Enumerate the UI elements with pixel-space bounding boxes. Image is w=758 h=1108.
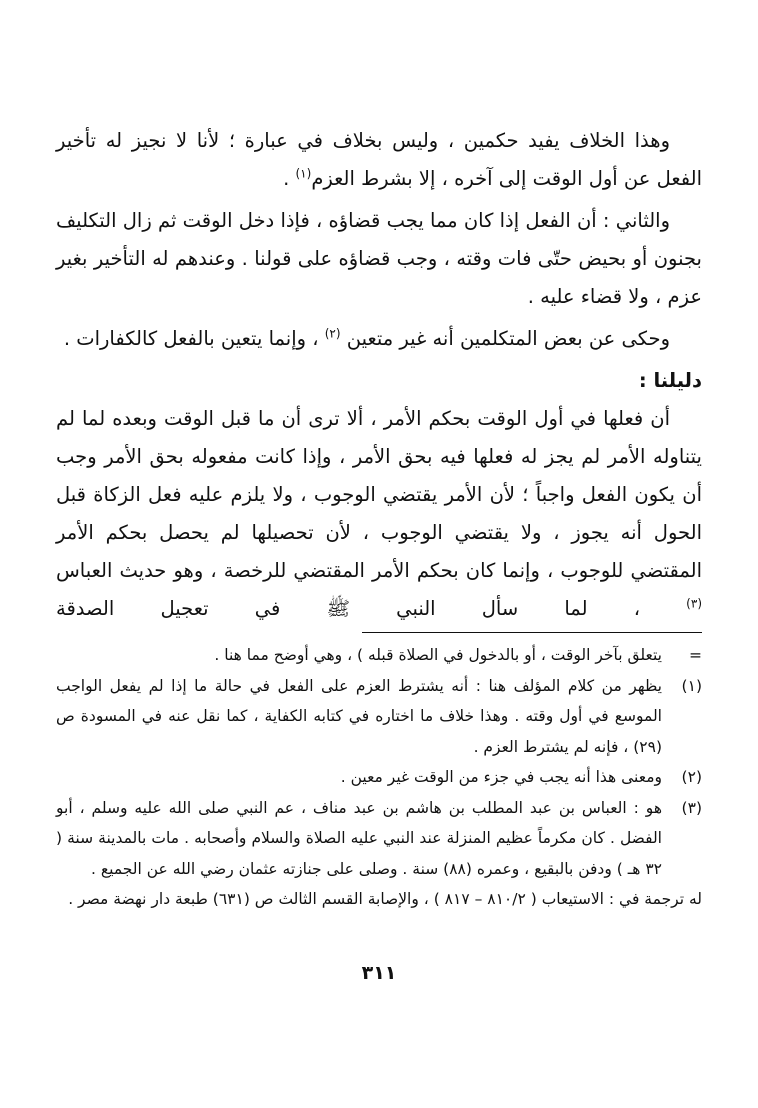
footnote-text: هو : العباس بن عبد المطلب بن هاشم بن عبد مناف ، عم النبي صلى الله عليه وسلم ، أبو الفضل . كان مكرماً عظيم المنزلة عند النبي عليه الصلاة والسلام وأصحابه . مات بالمدينة سنة ( ٣٢ هـ ) ودفن بالبقيع ، وعمره (٨٨) سنة . وصلى على جنازته عثمان رضي الله عن الجميع . [56,798,662,878]
footnote-ref-1: (١) [295,166,312,181]
continuation-marker: = [689,646,702,664]
footnote-item [56,762,702,793]
continuation-text: يتعلق بآخر الوقت ، أو بالدخول في الصلاة قبله ) ، وهي أوضح مما هنا . [214,646,662,664]
footnote-item [56,793,702,885]
footnote-ref-2: (٢) [324,326,341,341]
paragraph-1-text: وهذا الخلاف يفيد حكمين ، وليس بخلاف في عبارة ؛ لأنا لا نجيز له تأخير الفعل عن أول الوقت إلى آخره ، إلا بشرط العزم [56,129,702,190]
footnote-item [56,671,702,763]
paragraph-4 [56,400,702,628]
page-number: ٣١١ [361,962,397,984]
paragraph-4-text-b: ، لما سأل النبي ﷺ في تعجيل الصدقة [56,597,687,620]
footnote-divider [362,632,702,633]
paragraph-2: والثاني : أن الفعل إذا كان مما يجب قضاؤه ، فإذا دخل الوقت ثم زال التكليف بجنون أو بحيض حتّى فات وقته ، وجب قضاؤه على قولنا . وعندهم له التأخير بغير عزم ، ولا قضاء عليه . [56,209,702,308]
paragraph-3 [56,320,702,358]
paragraph-4-text-a: أن فعلها في أول الوقت بحكم الأمر ، ألا ترى أن ما قبل الوقت وبعده لما لم يتناوله الأمر لم يجز له فعلها فيه بحق الأمر ، وإذا كانت مفعوله بحق الأمر وجب أن يكون الفعل واجباً ؛ لأن الأمر يقتضي الوجوب ، ولا يلزم عليه فعل الزكاة قبل الحول أنه يجوز ، ولا يقتضي الوجوب ، لأن تحصيلها لم يحصل بحكم الأمر المقتضي للوجوب ، وإنما كان بحكم الأمر المقتضي للرخصة ، وهو حديث العباس [56,407,702,582]
main-text [56,122,702,628]
footnote-number: (٢) [681,768,702,786]
footnote-continuation [56,640,702,671]
footnote-text: يظهر من كلام المؤلف هنا : أنه يشترط العزم على الفعل في حالة ما إذا لم يفعل الواجب الموسع في أول وقته . وهذا خلاف ما اختاره في كتابه الكفاية ، كما نقل عنه في المسودة ص (٢٩) ، فإنه لم يشترط العزم . [56,676,662,756]
footnotes [56,640,702,915]
paragraph-3-text-b: ، وإنما يتعين بالفعل كالكفارات . [63,327,325,350]
footnote-number: (١) [681,676,702,695]
footnote-ref-3: (٣) [686,596,702,611]
section-heading: دليلنا : [638,369,702,392]
footnote-number: (٣) [681,798,702,817]
paragraph-1-end: . [283,167,296,190]
footnote-text: ومعنى هذا أنه يجب في جزء من الوقت غير معين . [340,768,662,786]
paragraph-1 [56,122,702,198]
footnote-reference-line: له ترجمة في : الاستيعاب ( ٨١٠/٢ – ٨١٧ ) ، والإصابة القسم الثالث ص (٦٣١) طبعة دار نهضة مصر . [68,890,702,908]
paragraph-3-text-a: وحكى عن بعض المتكلمين أنه غير متعين [340,327,670,350]
